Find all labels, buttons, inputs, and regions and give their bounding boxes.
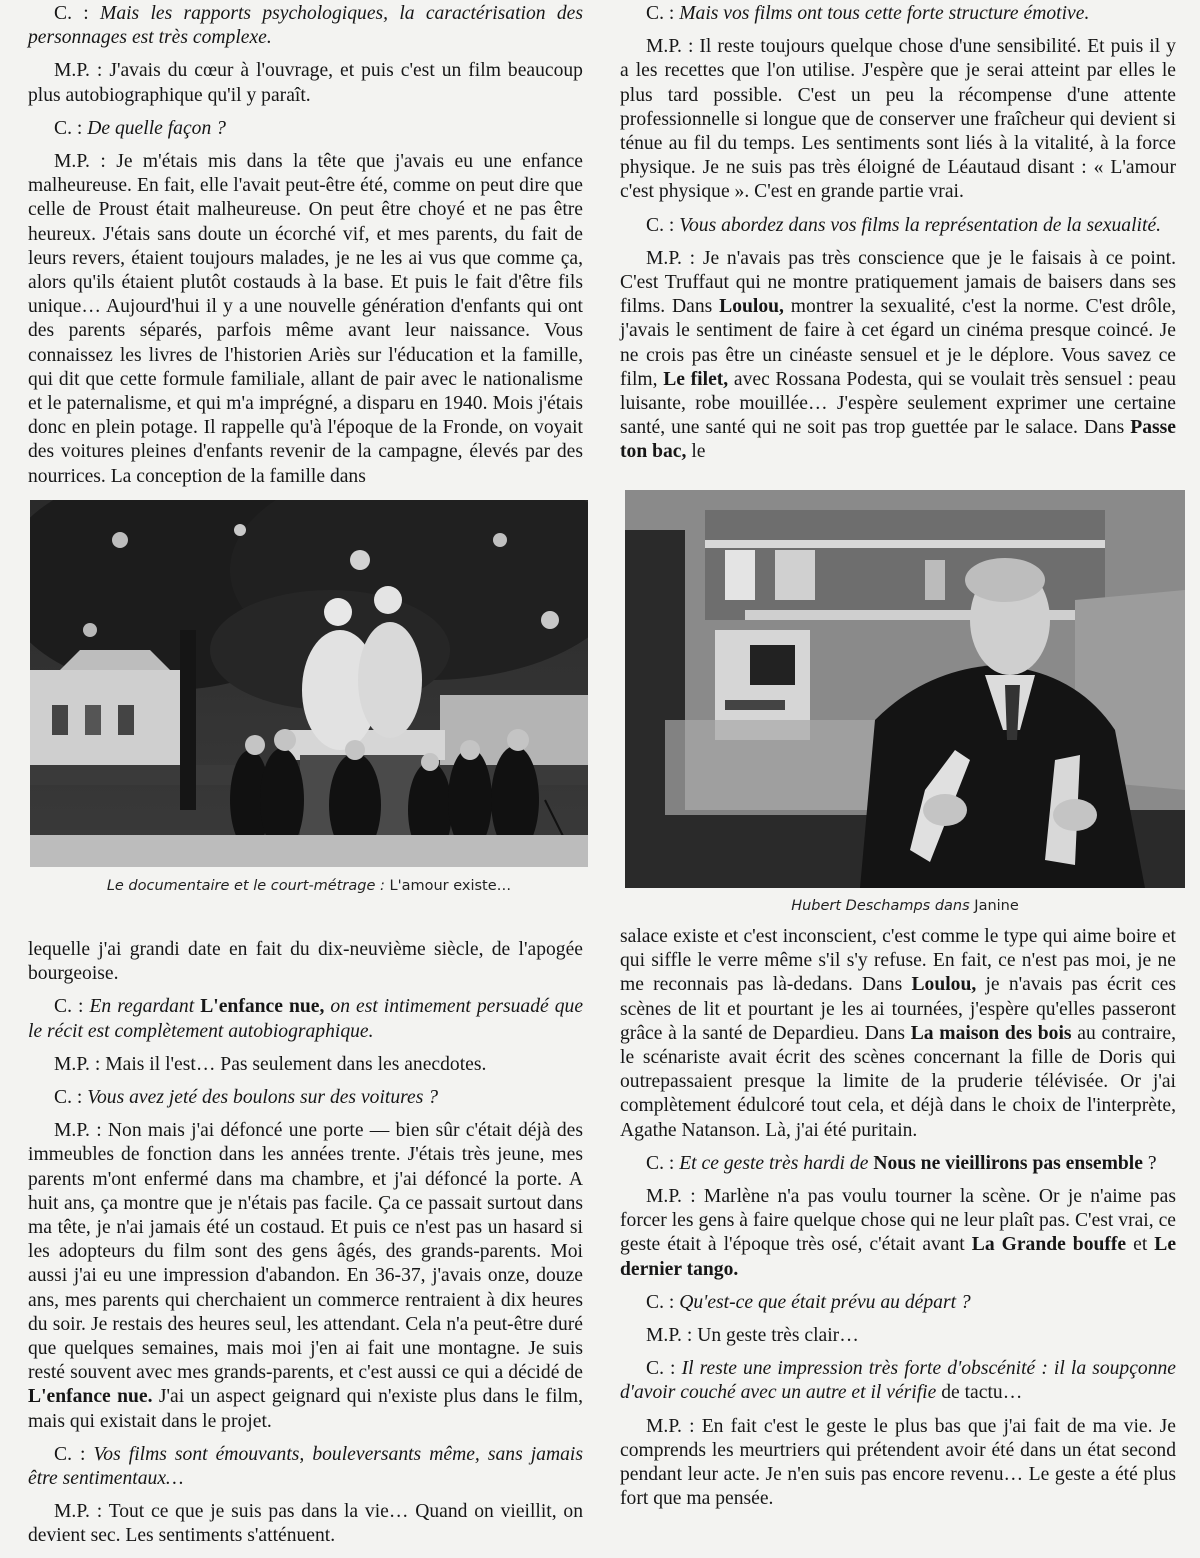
interview-question: C. : Vous avez jeté des boulons sur des voitures ? [54, 1087, 439, 1109]
film-title: Passe ton bac, [620, 417, 1176, 463]
film-title: Loulou, [911, 974, 977, 996]
film-title: La Grande bouffe [971, 1234, 1127, 1256]
film-title: Nous ne vieillirons pas ensemble [873, 1152, 1143, 1174]
interview-question: C. : Il reste une impression très forte d'obscénité : il la soupçonne d'avoir couché avec un autre et il vérifie de tactu… [620, 1358, 1176, 1404]
interview-answer: M.P. : Je m'étais mis dans la tête que j'avais eu une enfance malheureuse. En fait, elle l'avait peut-être été, comme on peut dire que celle de Proust était malheureuse. On peut être choyé et ne pas être heureux. J'étais sans doute un écorché vif, et mes parents, du fait de leurs revers, étaient toujours malades, je ne les ai vus que comme ça, alors qu'ils étaient plutôt costauds à la base. Et puis le fait d'être fils unique… Aujourd'hui il y a une nouvelle génération d'enfants qui ont des parents séparés, parfois même avant leur naissance. Vous connaissez les livres de l'historien Ariès sur l'éducation et la famille, qui dit que cette formule familiale, allant de pair avec le nationalisme et le paternalisme, et qui m'a imprégné, a disparu en 1940. Mois j'étais donc en plein potage. Il rappelle qu'à l'époque de la Fronde, on voyait des voitures pleines d'enfants revenir de la campagne, élevés par des nourrices. La conception de la famille dans [28, 151, 584, 487]
interview-question: C. : Mais les rapports psychologiques, la caractérisation des personnages est très complexe. [28, 3, 583, 49]
paragraph-continuation: salace existe et c'est inconscient, c'est comme le type qui aime boire et qui siffle le verre même s'il s'y refuse. En fait, ce n'est pas moi, je ne me reconnais pas là-dedans. Dans Loulou, je n'avais pas écrit ces scènes de lit et pourtant je les ai tournées, j'espère qu'elles passeront grâce à la santé de Depardieu. Dans La maison des bois au contraire, le scénariste avait écrit des scènes concernant la fille de Doris qui outrepassaient presque la limite de la pruderie télévisée. Or j'ai complètement édulcoré tout cela, et déjà dans le choix de l'interprète, Agathe Natanson. Là, j'ai été puritain. [620, 926, 1177, 1141]
right-column-bottom [620, 925, 1176, 1520]
film-title: Loulou, [719, 296, 784, 318]
photo-man-with-bread [625, 490, 1185, 888]
interview-answer: M.P. : Non mais j'ai défoncé une porte — bien sûr c'était déjà des immeubles de fonction dans les années trente. J'étais très jeune, mes parents m'ont enfermé dans ma chambre, et j'ai défoncé la porte. A huit ans, ça montre que je n'étais pas facile. Ça ce passait surtout dans ma tête, je n'ai jamais été un costaud. Et puis ce n'est pas un hasard si les adopteurs du film sont des gens âgés, des grands-parents. Moi aussi j'ai eu une impression d'abandon. En 36-37, j'avais onze, douze ans, mes parents qui cherchaient un commerce rentraient à dix heures du soir. Je restais des heures seul, les attendant. Cela n'a peut-être duré que quelques semaines, mais moi j'en ai fait une montagne. Je suis resté souvent avec mes grands-parents, et c'est aussi ce qui a décidé de L'enfance nue. J'ai un aspect geignard qui n'existe plus dans le film, mais qui existait dans le projet. [28, 1120, 583, 1432]
interview-answer: M.P. : J'avais du cœur à l'ouvrage, et puis c'est un film beaucoup plus autobiographique qu'il y paraît. [28, 60, 583, 106]
right-column-top [620, 2, 1176, 474]
interview-answer: M.P. : Mais il l'est… Pas seulement dans les anecdotes. [54, 1053, 487, 1075]
interview-answer: M.P. : En fait c'est le geste le plus bas que j'ai fait de ma vie. Je comprends les meurtriers qui prétendent avoir été dans un état second pendant leur acte. Je n'en suis pas encore revenu… Le geste a été plus fort que ma pensée. [620, 1415, 1176, 1510]
photo-man-with-bread-image [625, 490, 1185, 888]
interview-question: C. : En regardant L'enfance nue, on est intimement persuadé que le récit est complètement autobiographique. [28, 996, 584, 1042]
interview-question: C. : Vos films sont émouvants, bouleversants même, sans jamais être sentimentaux… [28, 1443, 583, 1490]
photo-caption-left: Le documentaire et le court-métrage : L'amour existe… [106, 878, 512, 894]
interview-question: C. : Mais vos films ont tous cette forte structure émotive. [646, 3, 1090, 24]
film-title: Le dernier tango. [620, 1234, 1177, 1280]
left-column-bottom [28, 938, 583, 1558]
film-title: Le filet, [663, 368, 729, 390]
interview-answer: M.P. : Tout ce que je suis pas dans la vie… Quand on vieillit, on devient sec. Les sentiments s'atténuent. [28, 1501, 583, 1547]
interview-answer: M.P. : Un geste très clair… [646, 1325, 859, 1347]
film-title: L'enfance nue. [28, 1386, 153, 1408]
interview-answer: M.P. : Marlène n'a pas voulu tourner la scène. Or je n'aime pas forcer les gens à faire quelque chose qui ne leur plaît pas. C'est vrai, ce geste était à l'époque très osé, c'était avant La Grande bouffe et Le dernier tango. [620, 1186, 1177, 1280]
photo-elderly-on-bench-image [30, 500, 588, 867]
paragraph-continuation: lequelle j'ai grandi date en fait du dix-neuvième siècle, de l'apogée bourgeoise. [28, 939, 583, 985]
interview-answer: M.P. : Il reste toujours quelque chose d'une sensibilité. Et puis il y a les recettes que l'on utilise. J'espère que je serai atteint par elles le plus tard possible. C'est un peu la récompense d'une attente professionnelle si longue que de conserver une fraîcheur qui devient si ténue au fil du temps. Les sentiments sont liés à la vitalité, à la force physique. Je ne suis pas très éloigné de Léautaud disant : « L'amour c'est physique ». C'est en grande partie vrai. [620, 36, 1176, 203]
photo-elderly-on-bench [30, 500, 588, 867]
photo-caption-right: Hubert Deschamps dans Janine [791, 898, 1019, 914]
interview-answer: M.P. : Je n'avais pas très conscience que je le faisais à ce point. C'est Truffaut qui ne montre pratiquement jamais de baisers dans ses films. Dans Loulou, montrer la sexualité, c'est la norme. C'est drôle, j'avais le sentiment de faire à cet égard un cinéma presque coincé. Je ne crois pas être un cinéaste sensuel et je le déplore. Vous savez ce film, Le filet, avec Rossana Podesta, qui se voulait très sensuel : peau luisante, robe mouillée… J'espère seulement exprimer une certaine santé, une santé qui ne soit pas trop guettée par le salace. Dans Passe ton bac, le [620, 247, 1177, 463]
interview-question: C. : Qu'est-ce que était prévu au départ ? [646, 1291, 971, 1313]
interview-question: C. : Et ce geste très hardi de Nous ne vieillirons pas ensemble ? [646, 1152, 1157, 1174]
interview-question: C. : De quelle façon ? [54, 117, 226, 139]
film-title: La maison des bois [910, 1022, 1072, 1044]
interview-question: C. : Vous abordez dans vos films la représentation de la sexualité. [646, 214, 1162, 236]
left-column-top [28, 2, 583, 498]
film-title: L'enfance nue, [200, 996, 325, 1018]
